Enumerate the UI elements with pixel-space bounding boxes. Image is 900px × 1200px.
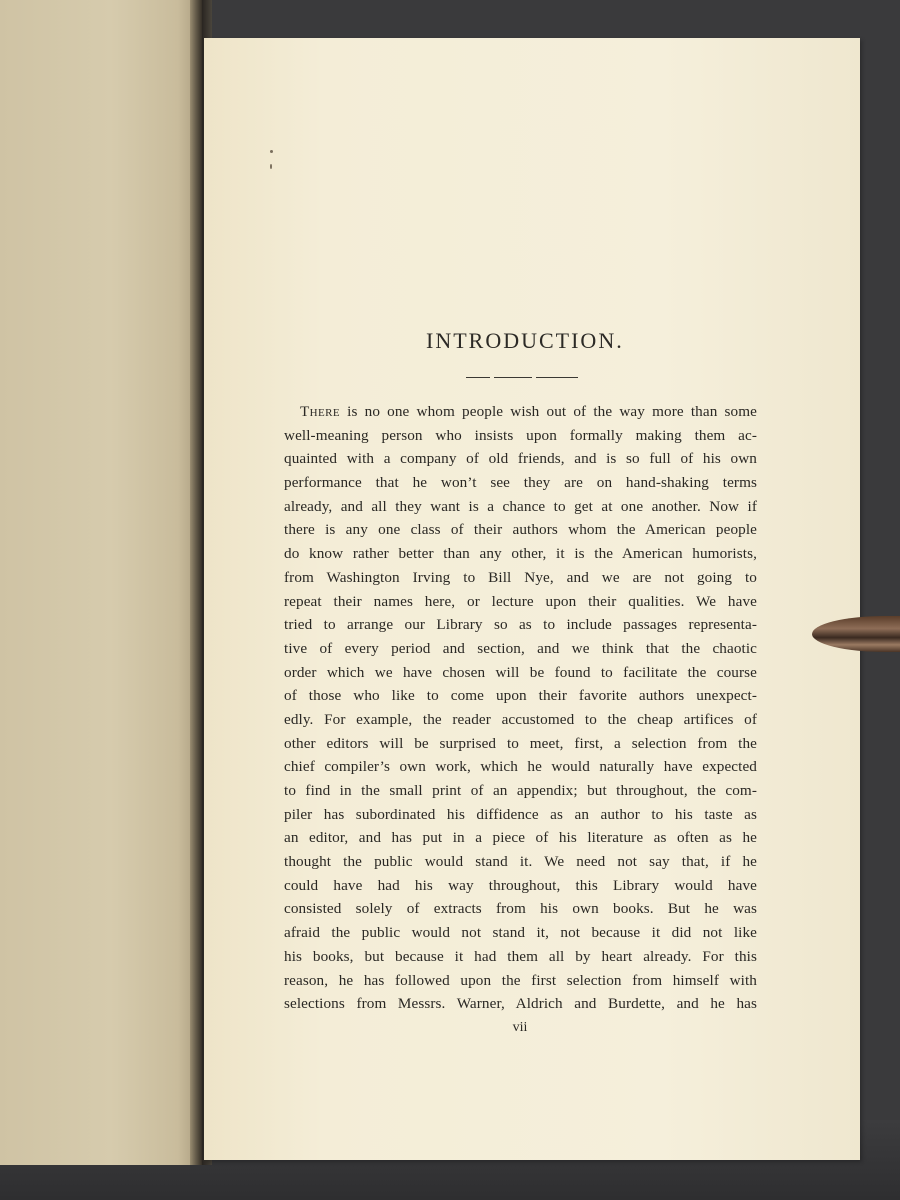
text-line: thought the public would stand it. We need not say that, if he bbox=[284, 853, 757, 871]
text-line: reason, he has followed upon the first selection from himself with bbox=[284, 971, 757, 989]
text-line: quainted with a company of old friends, and is so full of his own bbox=[284, 450, 757, 468]
introduction-body bbox=[284, 400, 757, 1016]
text-line: other editors will be surprised to meet, first, a selection from the bbox=[284, 734, 757, 752]
page-title: INTRODUCTION. bbox=[426, 328, 624, 353]
lead-word: There bbox=[300, 403, 340, 420]
text-line: tive of every period and section, and we think that the chaotic bbox=[284, 639, 757, 657]
text-line: of those who like to come upon their favorite authors unexpect- bbox=[284, 687, 757, 705]
text-line: There is no one whom people wish out of the way more than some bbox=[300, 403, 757, 420]
text-line: performance that he won’t see they are on hand-shaking terms bbox=[284, 474, 757, 492]
text-line: edly. For example, the reader accustomed to the cheap artifices of bbox=[284, 710, 757, 728]
text-line: consisted solely of extracts from his own books. But he was bbox=[284, 900, 757, 918]
title-rule-left bbox=[466, 377, 490, 378]
text-line: selections from Messrs. Warner, Aldrich and Burdette, and he has bbox=[284, 995, 757, 1013]
text-line: his books, but because it had them all by heart already. For this bbox=[284, 947, 757, 965]
page-number: vii bbox=[512, 1020, 528, 1035]
facing-page-left bbox=[0, 0, 202, 1165]
text-line: tried to arrange our Library so as to include passages representa- bbox=[284, 616, 757, 634]
text-line: afraid the public would not stand it, not because it did not like bbox=[284, 924, 757, 942]
title-rule-right bbox=[536, 377, 578, 378]
text-line: do know rather better than any other, it is the American humorists, bbox=[284, 545, 757, 563]
text-line: repeat their names here, or lecture upon their qualities. We have bbox=[284, 592, 757, 610]
text-line: to find in the small print of an appendix; but throughout, the com- bbox=[284, 782, 757, 799]
text-line: from Washington Irving to Bill Nye, and we are not going to bbox=[284, 568, 757, 586]
text-line: could have had his way throughout, this Library would have bbox=[284, 876, 757, 894]
text-line: already, and all they want is a chance to get at one another. Now if bbox=[284, 497, 757, 515]
text-line: order which we have chosen will be found to facilitate the course bbox=[284, 663, 757, 681]
title-rule-middle bbox=[494, 377, 532, 378]
text-line: well-meaning person who insists upon formally making them ac- bbox=[284, 426, 757, 444]
text-line: an editor, and has put in a piece of his literature as often as he bbox=[284, 829, 757, 847]
paper-speck bbox=[270, 164, 272, 169]
text-line: piler has subordinated his diffidence as an author to his taste as bbox=[284, 805, 757, 823]
text-line: there is any one class of their authors whom the American people bbox=[284, 521, 757, 539]
text-line: chief compiler’s own work, which he would naturally have expected bbox=[284, 758, 757, 776]
paper-speck bbox=[270, 150, 273, 153]
